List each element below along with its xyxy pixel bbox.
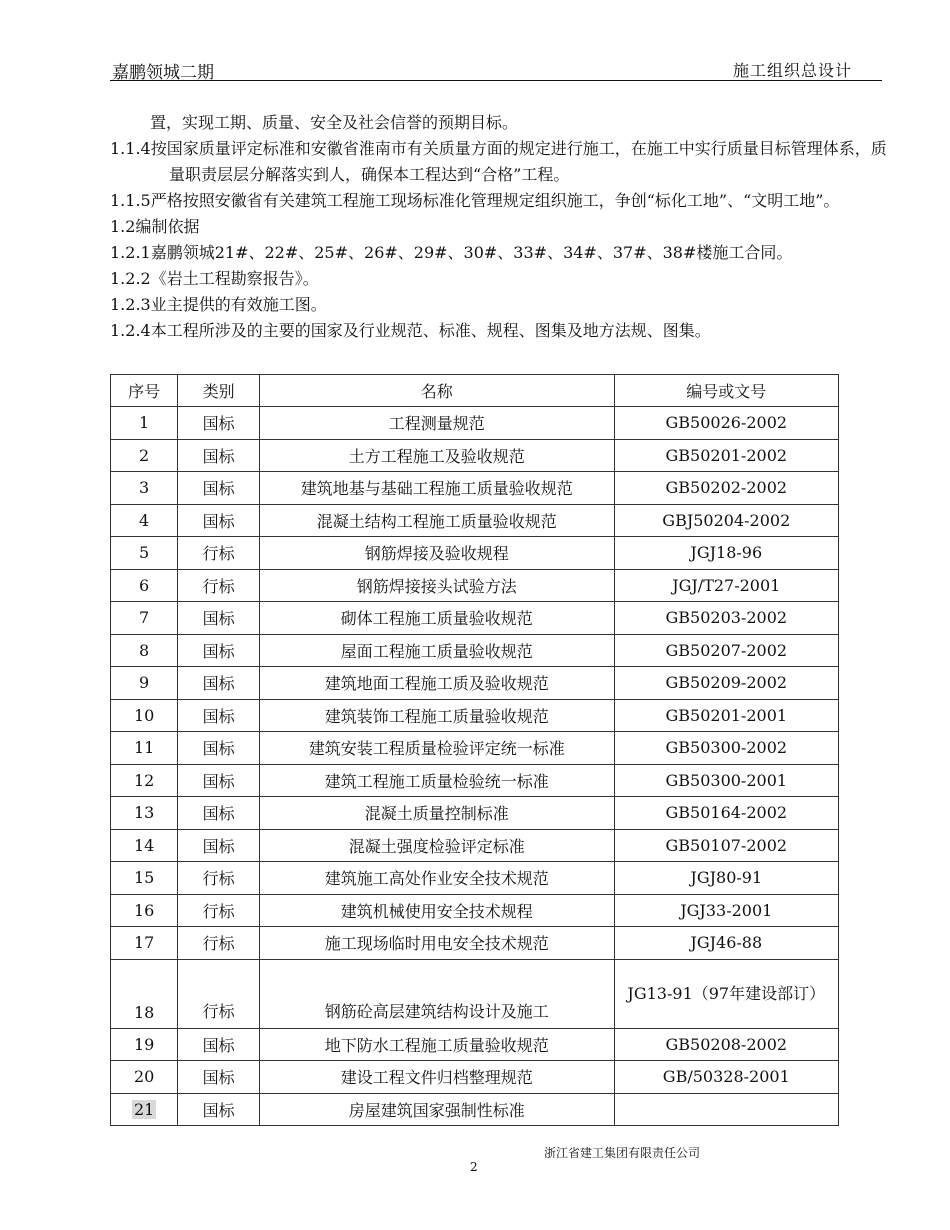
cell-category: 国标	[178, 1061, 260, 1094]
table-row	[111, 1061, 839, 1094]
table-row	[111, 894, 839, 927]
paragraph: 1.2.4本工程所涉及的主要的国家及行业规范、标准、规程、图集及地方法规、图集。	[110, 321, 711, 340]
header-cell-code: 编号或文号	[614, 375, 838, 407]
cell-name: 屋面工程施工质量验收规范	[260, 634, 614, 667]
cell-name: 钢筋焊接接头试验方法	[260, 569, 614, 602]
cell-no: 7	[111, 602, 178, 635]
cell-code: GB50209-2002	[614, 667, 838, 700]
cell-name: 建筑地面工程施工质及验收规范	[260, 667, 614, 700]
cell-no: 9	[111, 667, 178, 700]
table-row	[111, 602, 839, 635]
cell-no: 8	[111, 634, 178, 667]
cell-code: JG13-91（97年建设部订）	[614, 959, 838, 1028]
cell-no: 17	[111, 927, 178, 960]
body-text	[110, 110, 890, 344]
table-row	[111, 797, 839, 830]
cell-name: 建筑施工高处作业安全技术规范	[260, 862, 614, 895]
cell-category: 行标	[178, 537, 260, 570]
cell-name: 建设工程文件归档整理规范	[260, 1061, 614, 1094]
header-cell-name: 名称	[260, 375, 614, 407]
cell-category: 行标	[178, 894, 260, 927]
cell-code: GB50026-2002	[614, 407, 838, 440]
cell-category: 国标	[178, 667, 260, 700]
cell-no: 1	[111, 407, 178, 440]
cell-no: 15	[111, 862, 178, 895]
table-row	[111, 927, 839, 960]
cell-code: GB50207-2002	[614, 634, 838, 667]
cell-code: GB50202-2002	[614, 472, 838, 505]
page-number: 2	[470, 1160, 478, 1174]
cell-no: 13	[111, 797, 178, 830]
cell-category: 国标	[178, 602, 260, 635]
cell-no: 3	[111, 472, 178, 505]
cell-no: 20	[111, 1061, 178, 1094]
header-cell-category: 类别	[178, 375, 260, 407]
cell-no: 16	[111, 894, 178, 927]
cell-category: 国标	[178, 1093, 260, 1126]
table-row	[111, 732, 839, 765]
header-project-name: 嘉鹏领城二期	[112, 63, 214, 83]
cell-no	[111, 1093, 178, 1126]
cell-no: 14	[111, 829, 178, 862]
table-row	[111, 667, 839, 700]
cell-category: 国标	[178, 797, 260, 830]
table-row	[111, 634, 839, 667]
cell-name: 土方工程施工及验收规范	[260, 439, 614, 472]
table-row	[111, 959, 839, 1028]
cell-category: 国标	[178, 829, 260, 862]
standards-table	[110, 374, 839, 1126]
cell-name: 砌体工程施工质量验收规范	[260, 602, 614, 635]
table-row	[111, 1093, 839, 1126]
table-row	[111, 569, 839, 602]
cell-code	[614, 1093, 838, 1126]
cell-no: 12	[111, 764, 178, 797]
cell-code: GB50164-2002	[614, 797, 838, 830]
cell-code: GB50300-2001	[614, 764, 838, 797]
paragraph: 1.1.5严格按照安徽省有关建筑工程施工现场标准化管理规定组织施工，争创“标化工地”、“文明工地”。	[110, 191, 840, 210]
cell-name: 建筑地基与基础工程施工质量验收规范	[260, 472, 614, 505]
cell-code: GBJ50204-2002	[614, 504, 838, 537]
paragraph: 1.1.4按国家质量评定标准和安徽省淮南市有关质量方面的规定进行施工，在施工中实行质量目标管理体系，质量职责层层分解落实到人，确保本工程达到“合格”工程。	[110, 139, 887, 184]
cell-name: 建筑装饰工程施工质量验收规范	[260, 699, 614, 732]
cell-category: 国标	[178, 407, 260, 440]
cell-name: 混凝土结构工程施工质量验收规范	[260, 504, 614, 537]
table-row	[111, 699, 839, 732]
cell-no: 19	[111, 1028, 178, 1061]
highlighted-number: 21	[133, 1099, 155, 1119]
table-row	[111, 472, 839, 505]
cell-code: GB50107-2002	[614, 829, 838, 862]
cell-no: 5	[111, 537, 178, 570]
cell-code: GB50208-2002	[614, 1028, 838, 1061]
cell-code: JGJ46-88	[614, 927, 838, 960]
table-row	[111, 504, 839, 537]
cell-no: 10	[111, 699, 178, 732]
cell-category: 国标	[178, 439, 260, 472]
table-row	[111, 537, 839, 570]
cell-category: 行标	[178, 569, 260, 602]
cell-category: 国标	[178, 472, 260, 505]
cell-name: 建筑机械使用安全技术规程	[260, 894, 614, 927]
cell-code: JGJ/T27-2001	[614, 569, 838, 602]
cell-name: 房屋建筑国家强制性标准	[260, 1093, 614, 1126]
cell-code: JGJ33-2001	[614, 894, 838, 927]
paragraph: 1.2.3业主提供的有效施工图。	[110, 295, 327, 314]
cell-code: JGJ18-96	[614, 537, 838, 570]
footer-company: 浙江省建工集团有限责任公司	[544, 1146, 701, 1160]
cell-category: 国标	[178, 699, 260, 732]
cell-category: 行标	[178, 959, 260, 1028]
cell-name: 施工现场临时用电安全技术规范	[260, 927, 614, 960]
cell-name: 钢筋焊接及验收规程	[260, 537, 614, 570]
paragraph: 置，实现工期、质量、安全及社会信誉的预期目标。	[150, 113, 519, 132]
cell-code: GB50201-2001	[614, 699, 838, 732]
cell-code: GB50300-2002	[614, 732, 838, 765]
cell-name: 混凝土质量控制标准	[260, 797, 614, 830]
cell-name: 建筑工程施工质量检验统一标准	[260, 764, 614, 797]
page-header	[110, 50, 882, 81]
table-row	[111, 862, 839, 895]
paragraph: 1.2.1嘉鹏领城21#、22#、25#、26#、29#、30#、33#、34#、37#、38#楼施工合同。	[110, 243, 793, 262]
cell-category: 国标	[178, 1028, 260, 1061]
cell-no: 6	[111, 569, 178, 602]
cell-name: 混凝土强度检验评定标准	[260, 829, 614, 862]
table-row	[111, 829, 839, 862]
cell-no: 4	[111, 504, 178, 537]
cell-name: 地下防水工程施工质量验收规范	[260, 1028, 614, 1061]
cell-category: 行标	[178, 862, 260, 895]
table-row	[111, 407, 839, 440]
cell-code: GB50203-2002	[614, 602, 838, 635]
cell-code: GB/50328-2001	[614, 1061, 838, 1094]
table-header-row	[111, 375, 839, 407]
cell-name: 工程测量规范	[260, 407, 614, 440]
cell-no: 2	[111, 439, 178, 472]
cell-category: 国标	[178, 764, 260, 797]
cell-category: 国标	[178, 634, 260, 667]
section-heading: 1.2编制依据	[110, 217, 200, 236]
cell-category: 国标	[178, 732, 260, 765]
cell-code: GB50201-2002	[614, 439, 838, 472]
cell-category: 国标	[178, 504, 260, 537]
cell-name: 钢筋砼高层建筑结构设计及施工	[260, 959, 614, 1028]
paragraph: 1.2.2《岩土工程勘察报告》。	[110, 269, 319, 288]
cell-category: 行标	[178, 927, 260, 960]
cell-no: 18	[111, 959, 178, 1028]
table-row	[111, 1028, 839, 1061]
cell-no: 11	[111, 732, 178, 765]
cell-code: JGJ80-91	[614, 862, 838, 895]
table-row	[111, 764, 839, 797]
header-cell-no: 序号	[111, 375, 178, 407]
table-row	[111, 439, 839, 472]
header-document-title: 施工组织总设计	[732, 61, 852, 80]
cell-name: 建筑安装工程质量检验评定统一标准	[260, 732, 614, 765]
